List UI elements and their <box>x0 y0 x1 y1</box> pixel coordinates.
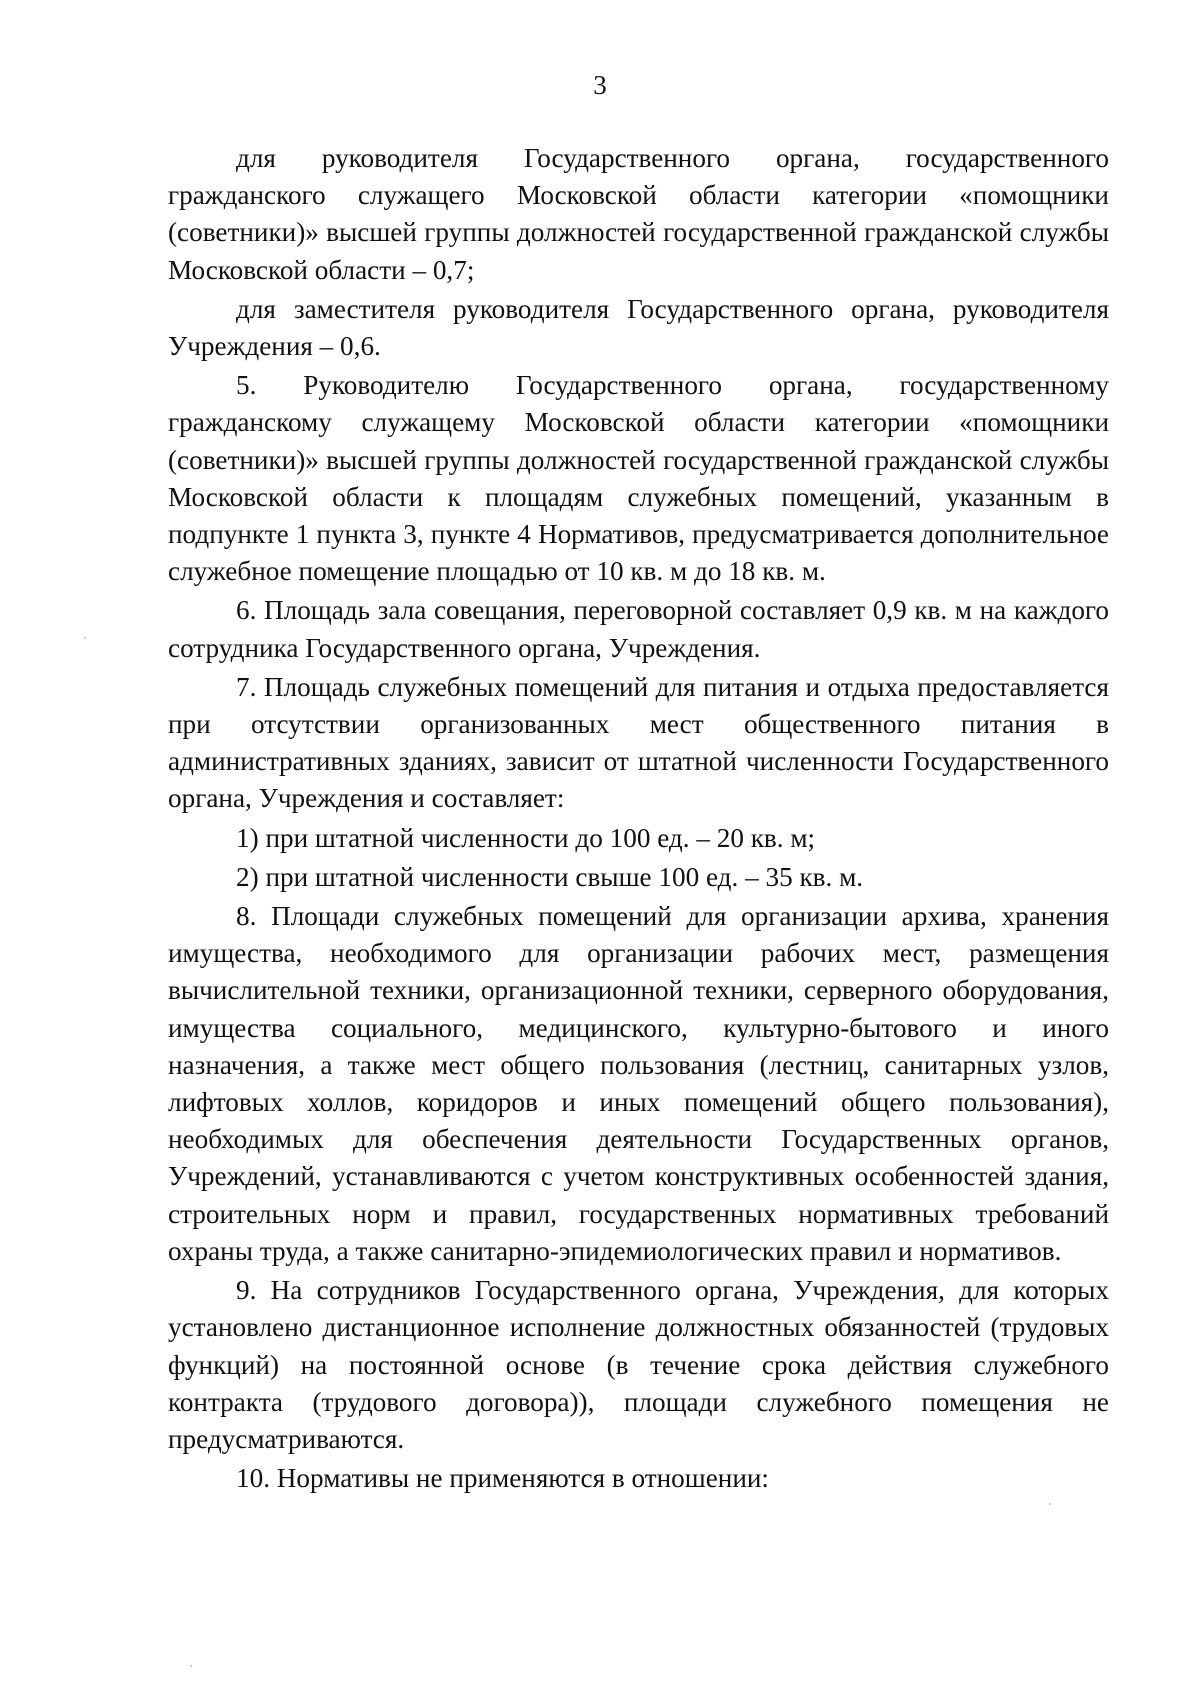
paragraph-clause-10: 10. Нормативы не применяются в отношении: <box>236 1463 769 1494</box>
paragraph-clause-6: 6. Площадь зала совещания, переговорной составляет 0,9 кв. м на каждого сотрудника Государственного органа, Учреждения. <box>168 595 1109 663</box>
paragraph-deputy-head-coefficient: для заместителя руководителя Государственного органа, руководителя Учреждения – 0,6. <box>168 293 1109 362</box>
paragraph-clause-7-subitem-2: 2) при штатной численности свыше 100 ед. – 35 кв. м. <box>236 861 864 892</box>
document-body <box>168 140 1109 1497</box>
paragraph-clause-5: 5. Руководителю Государственного органа, государственному гражданскому служащему Московской области категории «помощники (советники)» высшей группы должностей государственной гражданской службы Московской области к площадям служебных помещений, указанным в подпункте 1 пункта 3, пункте 4 Нормативов, предусматривается дополнительное служебное помещение площадью от 10 кв. м до 18 кв. м. <box>168 370 1109 587</box>
scan-speck <box>190 1665 192 1667</box>
paragraph-clause-8: 8. Площади служебных помещений для организации архива, хранения имущества, необходимого для организации рабочих мест, размещения вычислительной техники, организационной техники, серверного оборудования, имущества социального, медицинского, культурно-бытового и иного назначения, а также мест общего пользования (лестниц, санитарных узлов, лифтовых холлов, коридоров и иных помещений общего пользования), необходимых для обеспечения деятельности Государственных органов, Учреждений, устанавливаются с учетом конструктивных особенностей здания, строительных норм и правил, государственных нормативных требований охраны труда, а также санитарно-эпидемиологических правил и нормативов. <box>168 901 1109 1266</box>
paragraph-clause-7: 7. Площадь служебных помещений для питания и отдыха предоставляется при отсутствии организованных мест общественного питания в административных зданиях, зависит от штатной численности Государственного органа, Учреждения и составляет: <box>168 671 1109 814</box>
page-number: 3 <box>593 70 607 100</box>
scan-speck <box>1049 1503 1051 1505</box>
paragraph-advisors-coefficient: для руководителя Государственного органа, государственного гражданского служащего Московской области категории «помощники (советники)» высшей группы должностей государственной гражданской службы Московской области – 0,7; <box>168 143 1109 285</box>
paragraph-clause-7-subitem-1: 1) при штатной численности до 100 ед. – 20 кв. м; <box>236 822 816 853</box>
paragraph-clause-9: 9. На сотрудников Государственного органа, Учреждения, для которых установлено дистанционное исполнение должностных обязанностей (трудовых функций) на постоянной основе (в течение срока действия служебного контракта (трудового договора)), площади служебного помещения не предусматриваются. <box>168 1275 1109 1454</box>
scan-speck <box>84 637 86 639</box>
